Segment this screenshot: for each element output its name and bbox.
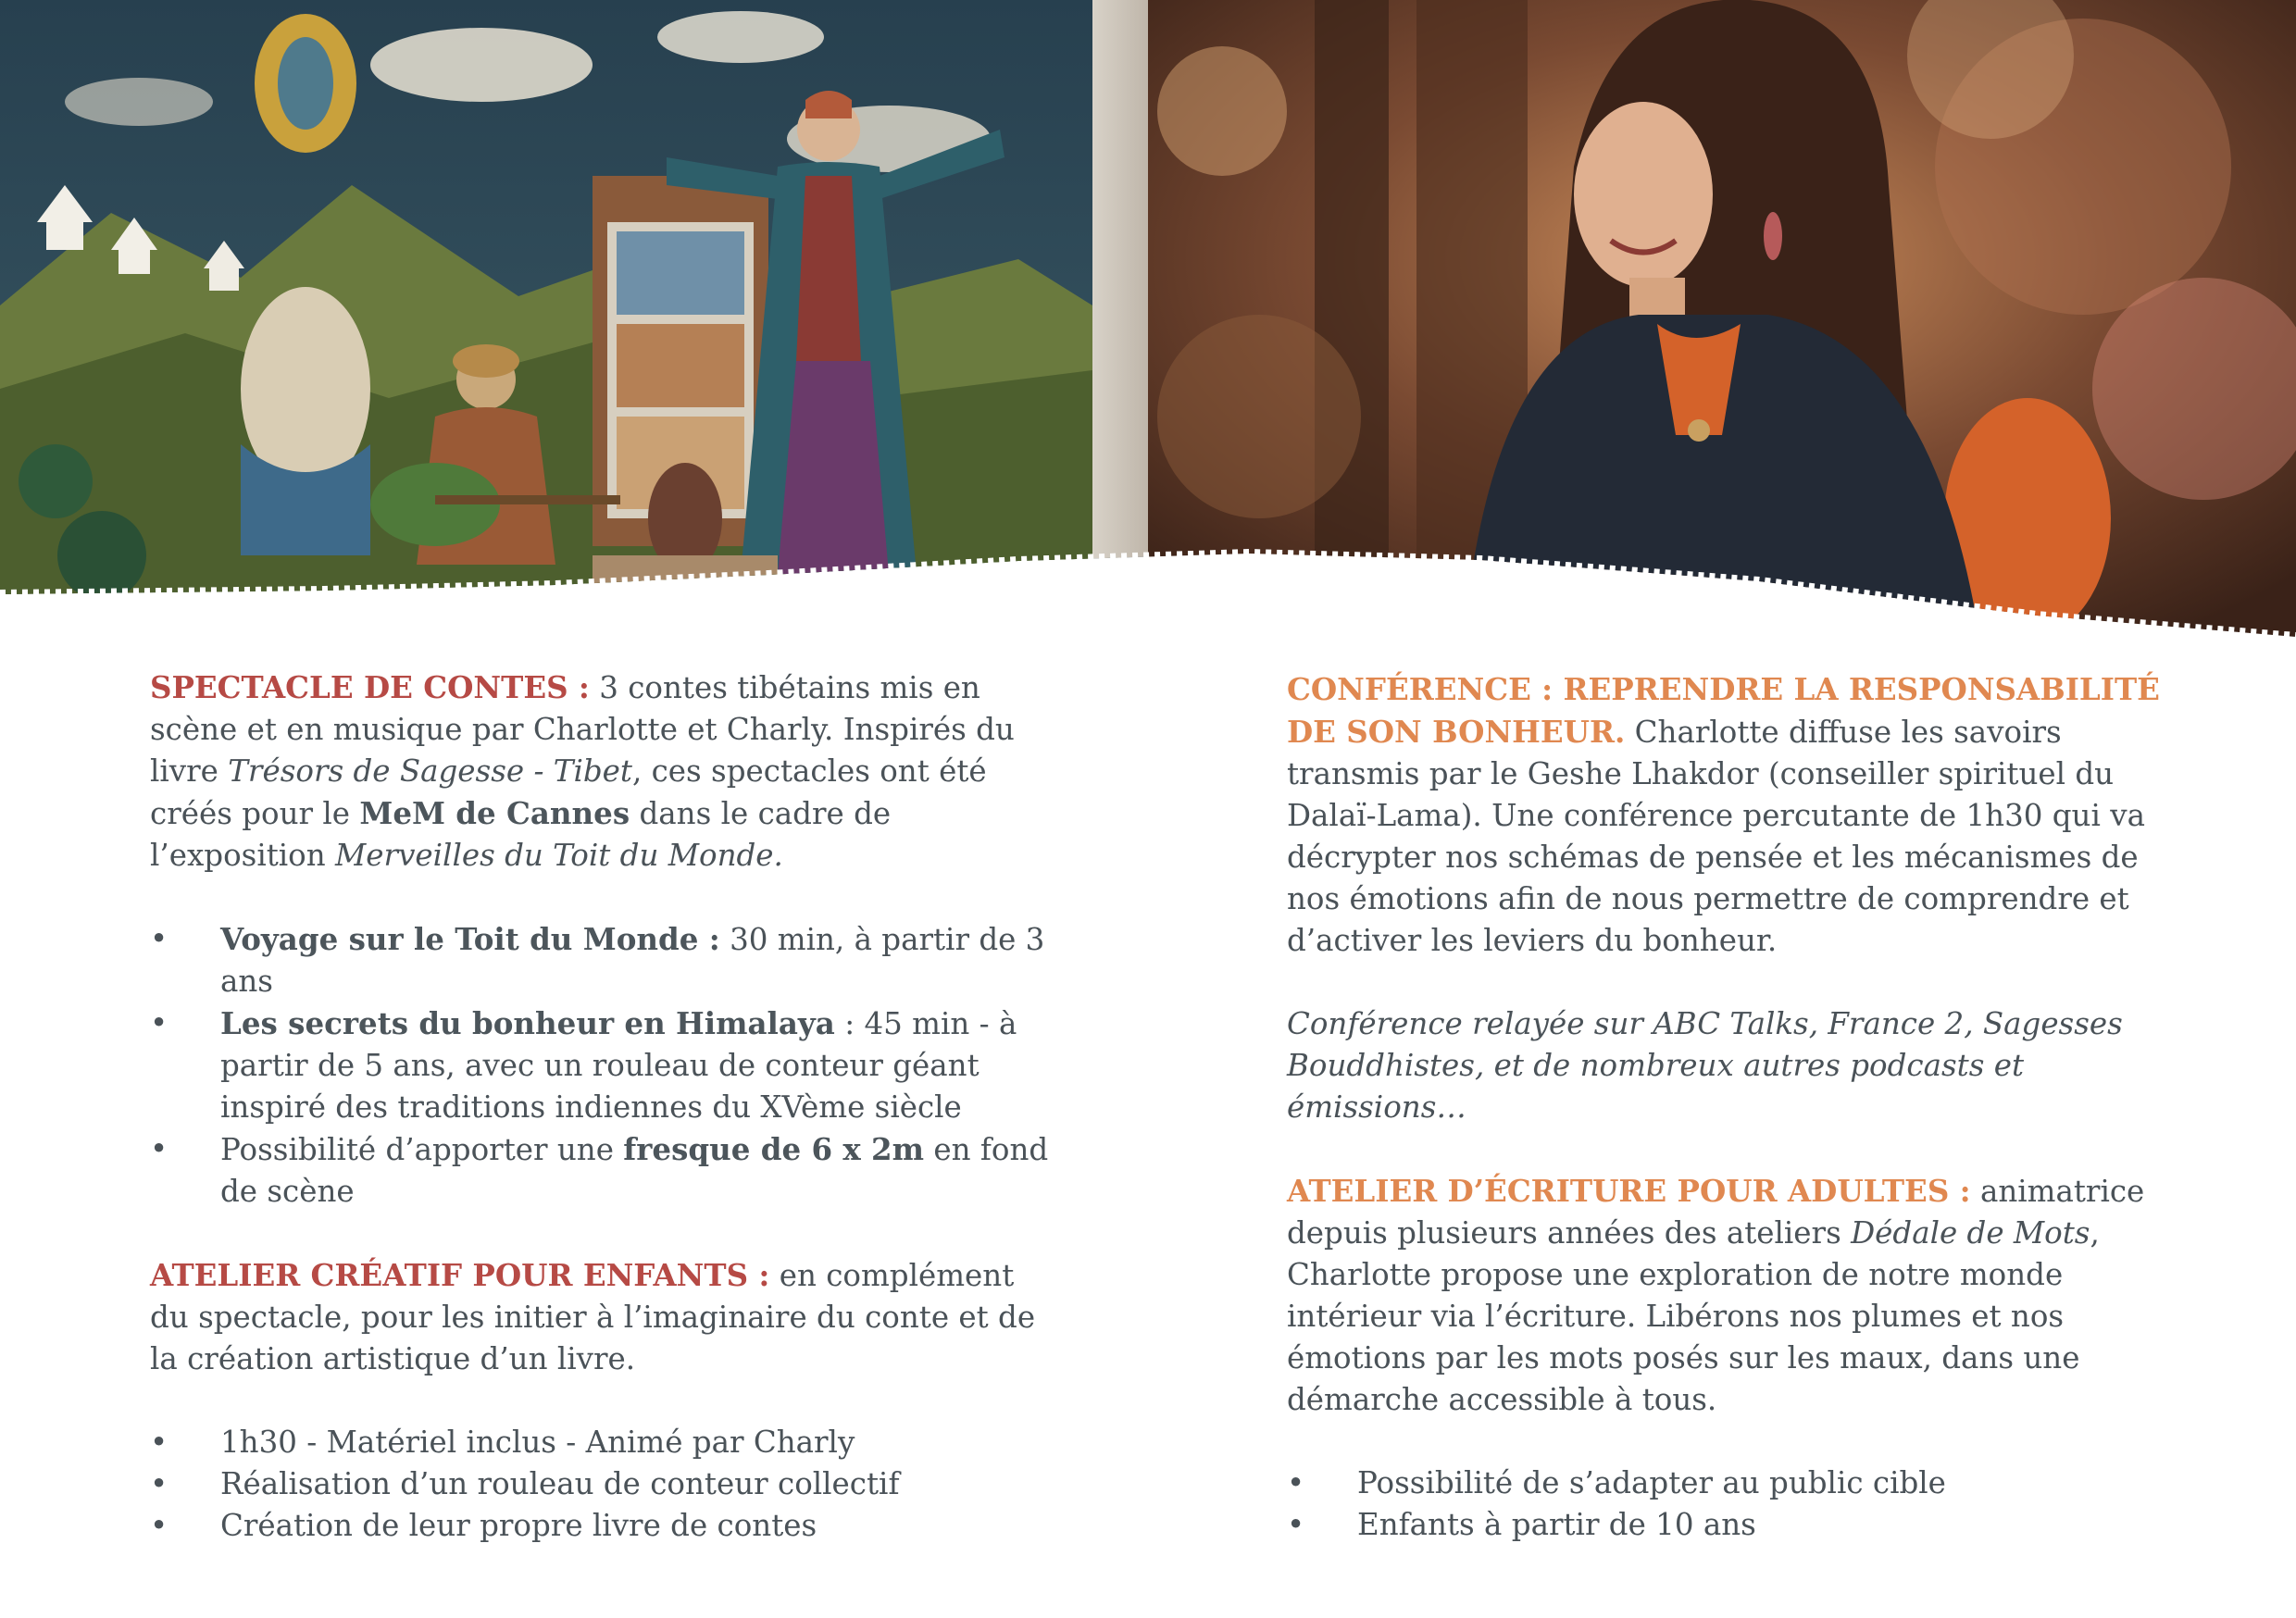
relay-note: Conférence relayée sur ABC Talks, France 2, Sagesses Bouddhistes, et de nombreux autres podcasts et émissions… — [1287, 1006, 2123, 1125]
spectacle-text-1: 3 contes tibétains mis en scène et en musique par Charlotte et Charly. Inspirés du livre — [150, 670, 1015, 789]
atelier-list — [150, 1422, 1053, 1547]
list-item: • 1h30 - Matériel inclus - Animé par Charly — [150, 1422, 1053, 1463]
venue-name: MeM de Cannes — [359, 795, 630, 831]
photo-band — [0, 0, 2296, 648]
list-item: • Enfants à partir de 10 ans — [1287, 1504, 2176, 1546]
spectacle-list — [150, 918, 1053, 1213]
conference-heading: CONFÉRENCE : REPRENDRE LA RESPONSABILITÉ DE SON BONHEUR. — [1287, 671, 2160, 750]
list-item: • Possibilité de s’adapter au public cible — [1287, 1462, 2176, 1504]
atelier-paragraph — [150, 1254, 1053, 1380]
ecriture-paragraph — [1287, 1170, 2176, 1421]
list-item — [150, 1002, 1053, 1128]
list-item — [150, 918, 1053, 1002]
spectacle-text-3: dans le cadre de l’exposition — [150, 796, 892, 873]
conference-paragraph — [1287, 668, 2176, 962]
spectacle-paragraph — [150, 666, 1053, 877]
list-item: • Réalisation d’un rouleau de conteur collectif — [150, 1463, 1053, 1505]
ecriture-text-1: animatrice depuis plusieurs années des ateliers — [1287, 1174, 2145, 1251]
speaker-photo — [1148, 0, 2296, 648]
list-item — [150, 1128, 1053, 1213]
left-column — [150, 666, 1053, 1547]
book-title: Trésors de Sagesse - Tibet — [228, 753, 632, 789]
item-pre: Possibilité d’apporter une — [220, 1132, 624, 1167]
spectacle-heading: SPECTACLE DE CONTES : — [150, 669, 590, 705]
ecriture-heading: ATELIER D’ÉCRITURE POUR ADULTES : — [1287, 1173, 1971, 1209]
right-column — [1287, 668, 2176, 1546]
brand-name: Dédale de Mots — [1851, 1215, 2090, 1251]
item-bold: fresque de 6 x 2m — [623, 1131, 925, 1167]
ecriture-list — [1287, 1462, 2176, 1546]
spectacle-text-2: , ces spectacles ont été créés pour le — [150, 753, 987, 831]
ecriture-text-2: , Charlotte propose une exploration de notre monde intérieur via l’écriture. Libérons nos plumes et nos émotions par les mots posés sur les maux, dans une démarche accessible à tous. — [1287, 1215, 2100, 1417]
conference-text: Charlotte diffuse les savoirs transmis par le Geshe Lhakdor (conseiller spirituel du Dalaï-Lama). Une conférence percutante de 1h30 qui va décrypter nos schémas de pensée et les mécanismes de nos émotions afin de nous permettre de comprendre et d’activer les leviers du bonheur. — [1287, 715, 2145, 958]
item-text: 30 min, à partir de 3 ans — [220, 922, 1045, 999]
atelier-heading: ATELIER CRÉATIF POUR ENFANTS : — [150, 1257, 770, 1293]
item-bold: Les secrets du bonheur en Himalaya — [220, 1005, 835, 1041]
exhibition-name: Merveilles du Toit du Monde. — [335, 838, 783, 873]
atelier-text: en complément du spectacle, pour les initier à l’imaginaire du conte et de la création artistique d’un livre. — [150, 1258, 1036, 1376]
item-bold: Voyage sur le Toit du Monde : — [220, 921, 720, 957]
item-text: en fond de scène — [220, 1132, 1049, 1209]
item-text: : 45 min - à partir de 5 ans, avec un rouleau de conteur géant inspiré des traditions indiennes du XVème siècle — [220, 1006, 1017, 1125]
list-item: • Création de leur propre livre de contes — [150, 1505, 1053, 1547]
stage-photo — [0, 0, 1148, 648]
